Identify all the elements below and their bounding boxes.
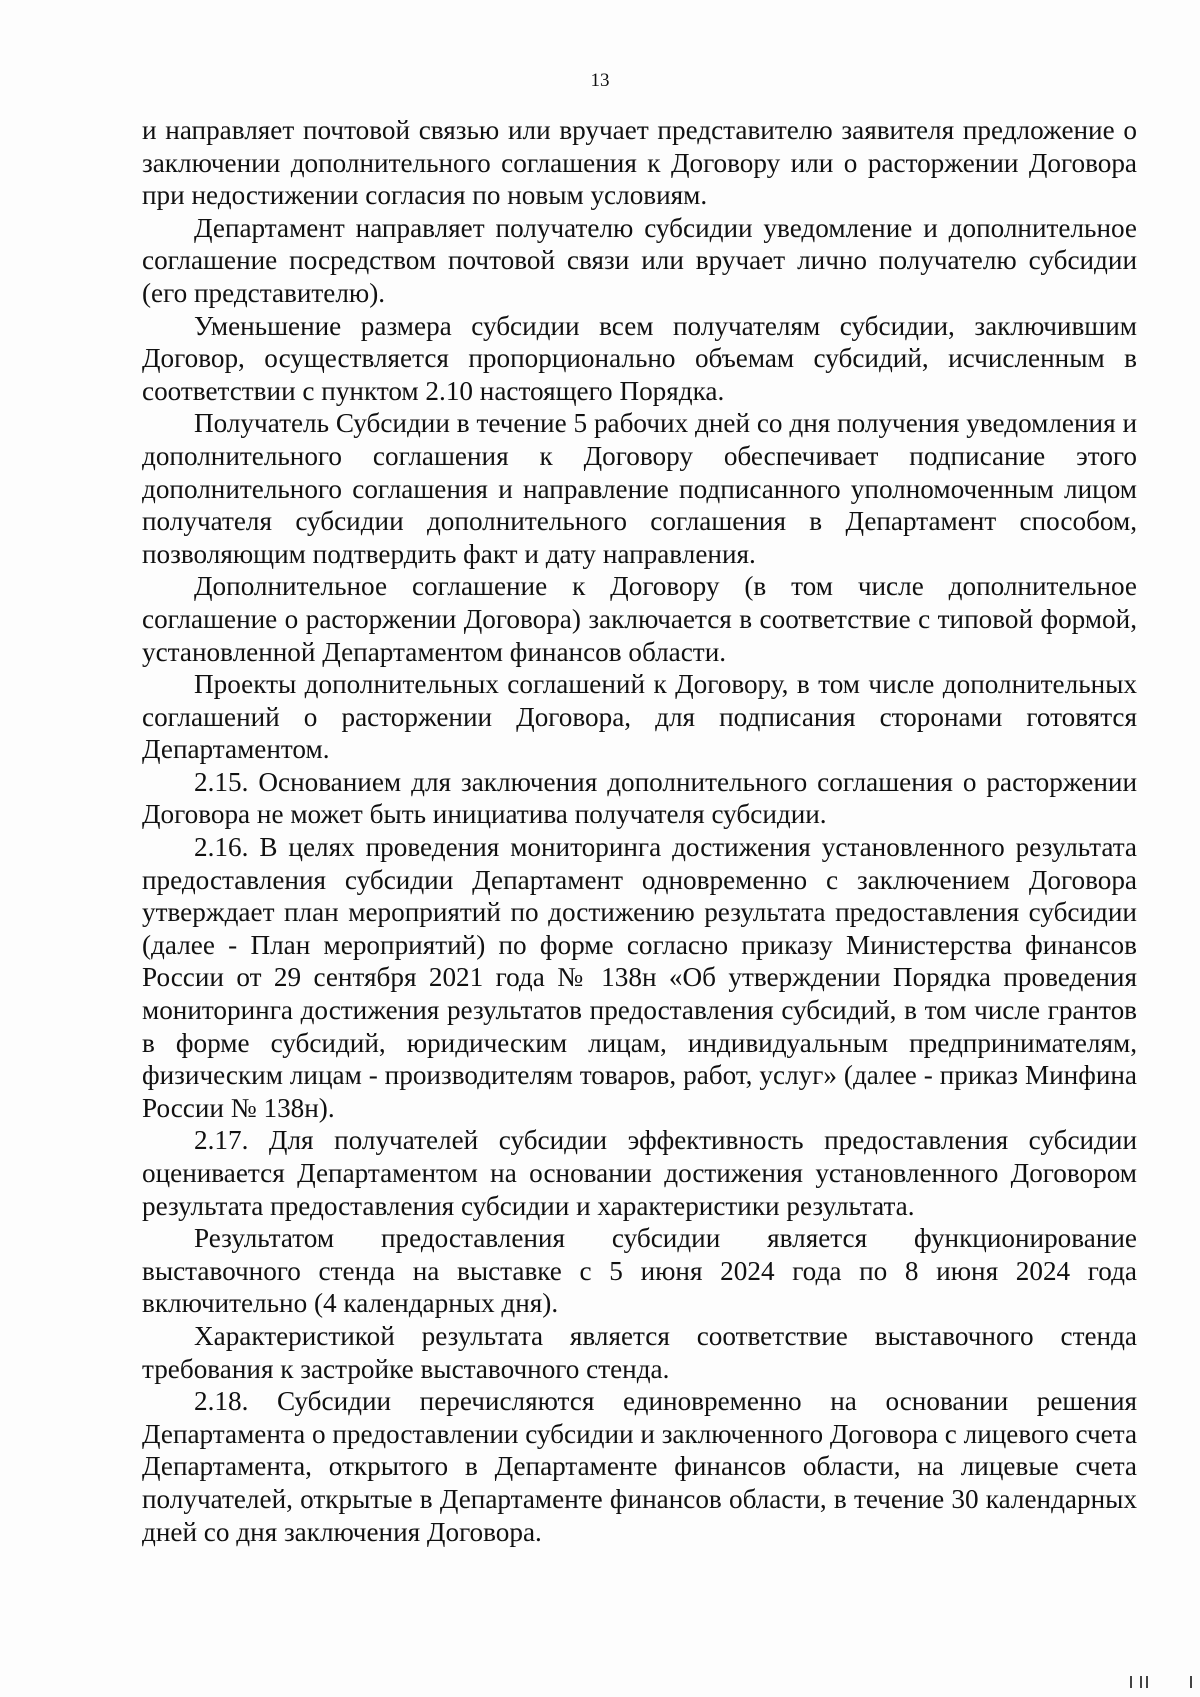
paragraph-8: 2.16. В целях проведения мониторинга достижения установленного результата предоставления субсидии Департамент одновременно с заключением Договора утверждает план мероприятий по достижению результата предоставления субсидии (далее - План мероприятий) по форме согласно приказу Министерства финансов России от 29 сентября 2021 года № 138н «Об утверждении Порядка проведения мониторинга достижения результатов предоставления субсидий, в том числе грантов в форме субсидий, юридическим лицам, индивидуальным предпринимателям, физическим лицам - производителям товаров, работ, услуг» (далее - приказ Минфина России № 138н).: [142, 832, 1137, 1123]
paragraph-7: 2.15. Основанием для заключения дополнительного соглашения о расторжении Договора не может быть инициатива получателя субсидии.: [142, 766, 1137, 830]
paragraph-4: Получатель Субсидии в течение 5 рабочих дней со дня получения уведомления и дополнительного соглашения к Договору обеспечивает подписание этого дополнительного соглашения и направление подписанного уполномоченным лицом получателя субсидии дополнительного соглашения в Департамент способом, позволяющим подтвердить факт и дату направления.: [142, 408, 1137, 569]
paragraph-2: Департамент направляет получателю субсидии уведомление и дополнительное соглашение посредством почтовой связи или вручает лично получателю субсидии (его представителю).: [142, 212, 1137, 308]
paragraph-3: Уменьшение размера субсидии всем получателям субсидии, заключившим Договор, осуществляется пропорционально объемам субсидий, исчисленным в соответствии с пунктом 2.10 настоящего Порядка.: [142, 310, 1137, 406]
paragraph-10: Результатом предоставления субсидии является функционирование выставочного стенда на выставке с 5 июня 2024 года по 8 июня 2024 года включительно (4 календарных дня).: [142, 1223, 1137, 1319]
page-number: 13: [590, 70, 610, 91]
paragraph-12: 2.18. Субсидии перечисляются единовременно на основании решения Департамента о предоставлении субсидии и заключенного Договора с лицевого счета Департамента, открытого в Департаменте финансов области, на лицевые счета получателей, открытые в Департаменте финансов области, в течение 30 календарных дней со дня заключения Договора.: [142, 1386, 1138, 1547]
paragraph-1: и направляет почтовой связью или вручает представителю заявителя предложение о заключении дополнительного соглашения к Договору или о расторжении Договора при недостижении согласия по новым условиям.: [142, 115, 1137, 211]
paragraph-6: Проекты дополнительных соглашений к Договору, в том числе дополнительных соглашений о расторжении Договора, для подписания сторонами готовятся Департаментом.: [142, 669, 1137, 765]
document-body: [142, 114, 1137, 1548]
scan-edge-marks: [1100, 1670, 1200, 1690]
paragraph-11: Характеристикой результата является соответствие выставочного стенда требования к застройке выставочного стенда.: [142, 1320, 1137, 1384]
paragraph-9: 2.17. Для получателей субсидии эффективность предоставления субсидии оценивается Департаментом на основании достижения установленного Договором результата предоставления субсидии и характеристики результата.: [142, 1125, 1137, 1221]
paragraph-5: Дополнительное соглашение к Договору (в том числе дополнительное соглашение о расторжении Договора) заключается в соответствие с типовой формой, установленной Департаментом финансов области.: [142, 571, 1137, 667]
